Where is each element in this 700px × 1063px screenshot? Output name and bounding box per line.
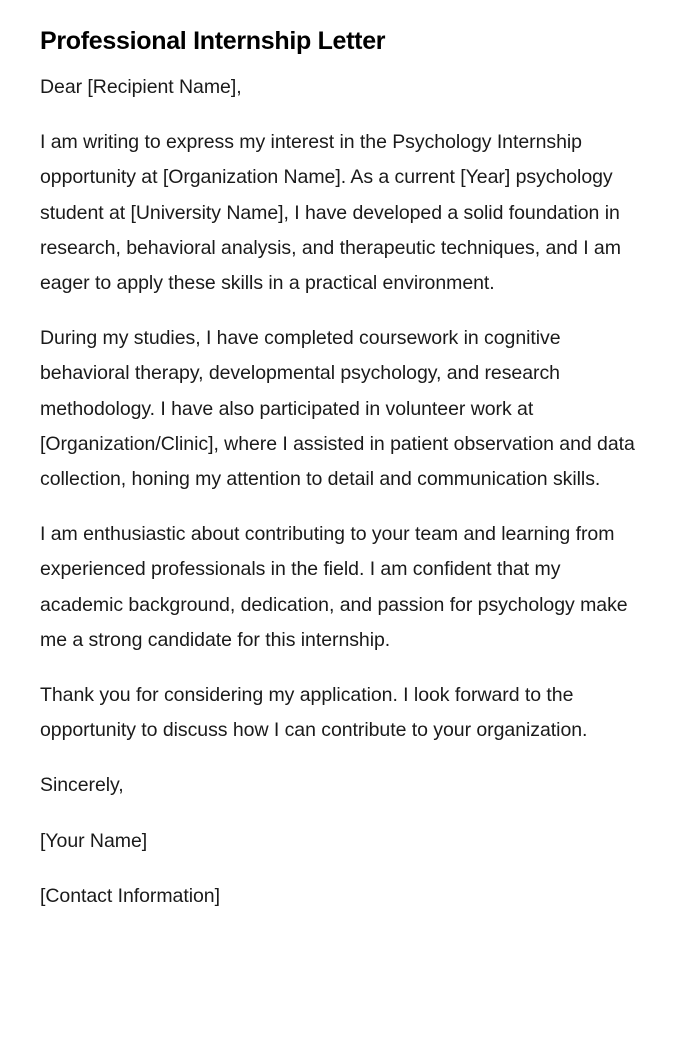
paragraph-enthusiasm: I am enthusiastic about contributing to your team and learning from experienced professionals in the field. I am confident that my academic background, dedication, and passion for psychology make me a strong candidate for this internship. — [40, 523, 628, 651]
closing: Sincerely, — [40, 774, 124, 797]
salutation: Dear [Recipient Name], — [40, 76, 242, 98]
contact-information: [Contact Information] — [40, 884, 220, 907]
paragraph-studies: During my studies, I have completed coursework in cognitive behavioral therapy, developmental psychology, and research methodology. I have also participated in volunteer work at [Organization/Clinic], where I assisted in patient observation and data collection, honing my attention to detail and communication skills. — [40, 327, 635, 491]
signature-name: [Your Name] — [40, 829, 148, 852]
letter-title: Professional Internship Letter — [40, 27, 386, 55]
paragraph-interest: I am writing to express my interest in the Psychology Internship opportunity at [Organization Name]. As a current [Year] psychology student at [University Name], I have developed a solid foundation in research, behavioral analysis, and therapeutic techniques, and I am eager to apply these skills in a practical environment. — [40, 131, 621, 295]
paragraph-thanks: Thank you for considering my application. I look forward to the opportunity to discuss how I can contribute to your organization. — [40, 684, 588, 742]
